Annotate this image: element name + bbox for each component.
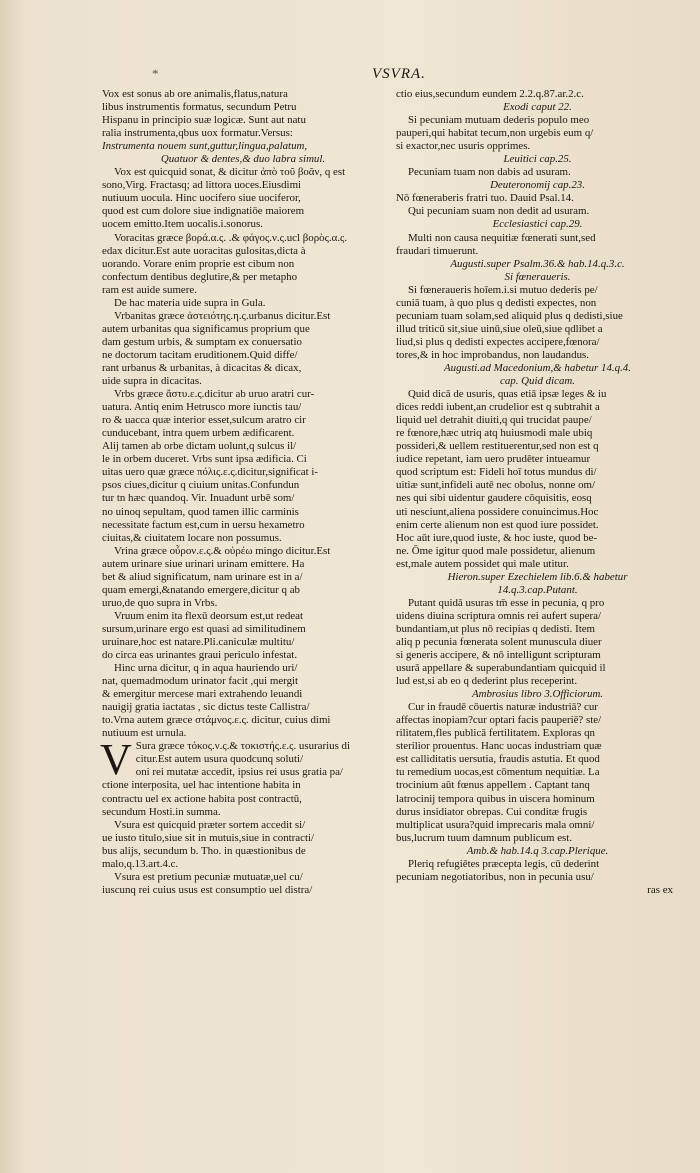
margin-mark: *: [152, 66, 159, 81]
text-line: Hoc aūt iure,quod iuste, & hoc iuste, quod be-: [396, 531, 598, 544]
text-line: le in orbem duceret. Vrbs sunt ipsa ædificia. Ci: [102, 453, 307, 466]
text-line: possideri,& uellem restituerentur,sed non est q: [396, 440, 599, 453]
text-line: uruo,de quo supra in Vrbs.: [102, 596, 218, 609]
text-line: Putant quidā usuras tm̄ esse in pecunia, q pro: [408, 596, 605, 609]
text-line: uruinare,hoc est natare.Pli.caniculæ multitu/: [102, 635, 295, 648]
text-line: est calliditatis uersutia, fraudis astutia. Et quod: [396, 753, 600, 766]
text-line: bundantiam,ut plus nō recipias q dedisti. Item: [396, 622, 596, 635]
text-line: Pecuniam tuam non dabis ad usuram.: [408, 166, 571, 179]
text-line: cuniā tuam, à quo plus q dedisti expectes, non: [396, 296, 597, 309]
section-heading: Leuitici cap.25.: [503, 153, 572, 166]
section-heading: Ambrosius libro 3.Officiorum.: [471, 688, 604, 701]
text-line: bus,lucrum tuum damnum publicum est.: [396, 831, 573, 844]
text-line: uocem emitto.Item uocalis.i.sonorus.: [102, 218, 263, 231]
text-line: quam emergi,&natando emergere,dicitur q ab: [102, 583, 300, 596]
text-line: pauperi,qui habitat tecum,non urgebis eum q/: [396, 127, 594, 140]
text-line: nutiuum uocula. Hinc uocifero siue uociferor,: [102, 192, 301, 205]
text-line: necessitate factum est,cum in uersu hexametro: [102, 518, 305, 531]
text-line: dam gestum urbis, & sumptam ex conuersatio: [102, 335, 302, 348]
text-line: uitas uero quæ græce πόλις.ε.ς.dicitur,significat i-: [102, 466, 318, 479]
text-line: uide supra in dicacitas.: [102, 375, 202, 388]
text-line: bet & aliud significatum, nam urinare est in a/: [102, 570, 303, 583]
text-line: oni rei mutatæ accedit, ipsius rei usus gratia pa/: [135, 766, 343, 779]
text-line: affectas inopiam?cur optari facis pauperiē? ste/: [396, 714, 602, 727]
text-line: malo,q.13.art.4.c.: [102, 857, 179, 870]
text-line: Multi non causa nequitiæ fœnerati sunt,sed: [408, 231, 596, 244]
text-line: est,male autem possidet qui male utitur.: [396, 557, 569, 570]
text-line: Nō fœneraberis fratri tuo. Dauid Psal.14.: [396, 192, 574, 205]
text-line: enim certe alienum non est quod iure possidet.: [396, 518, 599, 531]
text-line: uidens diuina scriptura omnis rei aufert supera/: [396, 609, 602, 622]
text-line: Quid dicā de usuris, quas etiā ipsæ leges & iu: [408, 388, 607, 401]
text-line: rant urbanus & urbanitas, à dicacitas & dicax,: [102, 361, 302, 374]
text-line: lud est,si ab eo q dederint plus receperint.: [396, 675, 578, 688]
catchword: ras ex: [647, 883, 673, 896]
text-line: uitiæ sunt,infideli autē nec obolus, nonne om/: [396, 479, 596, 492]
text-line: bus alijs, secundum b. Tho. in quæstionibus de: [102, 844, 306, 857]
dropcap-lines: [102, 740, 384, 766]
text-line: cunducebant, intra quem urbem ædificarent.: [102, 427, 295, 440]
text-line: latrocinij tempora quibus in uiscera hominum: [396, 792, 595, 805]
text-line: Vrbanitas græce ἀστειότης.η.ς.urbanus dicitur.Est: [114, 309, 331, 322]
text-line: Si pecuniam mutuam dederis populo meo: [408, 114, 590, 127]
text-line: edax dicitur.Est aute uoracitas gulositas,dicta à: [102, 244, 306, 257]
section-heading: Augusti.ad Macedonium,& habetur 14.q.4.: [444, 361, 631, 374]
text-line: ram est auide sumere.: [102, 283, 197, 296]
text-line: durus insidiator obrepas. Cui conditæ frugis: [396, 805, 588, 818]
right-column: [396, 88, 679, 897]
text-line: Vsura est pretium pecuniæ mutuatæ,uel cu/: [114, 870, 303, 883]
text-line: Cur in fraudē cōuertis naturæ industriā? cur: [408, 701, 598, 714]
text-line: nat, quemadmodum urinator facit ,qui mergit: [102, 675, 299, 688]
text-line: do circa eas urinantes graui periculo infestat.: [102, 649, 298, 662]
right-column-text: [396, 88, 679, 884]
usura-entry-text: [102, 766, 384, 896]
text-line: sterilior prouentus. Hanc uocas industriam quæ: [396, 740, 602, 753]
text-line: nutiuum est urnula.: [102, 727, 187, 740]
text-line: ciuitas,& ciuitatem locare non possumus.: [102, 531, 282, 544]
section-heading: Hieron.super Ezechielem lib.6.& habetur: [447, 570, 628, 583]
text-line: dices reddi iubent,an crudelior est q subtrahit a: [396, 401, 600, 414]
text-line: uatura. Antiq enim Hetrusco more iunctis tau/: [102, 401, 302, 414]
text-line: ro & uacca quæ interior esset,sulcum aratro cir: [102, 414, 306, 427]
text-line: Sura græce τόκος.ν.ς.& τοκιστής.ε.ς. usurarius di: [135, 740, 351, 753]
text-line: pecuniam tuam solam,sed aliquid plus q dedisti,siue: [396, 309, 623, 322]
text-line: liquid uel detrahit diuiti,q qui trucidat paupe/: [396, 414, 592, 427]
text-line: quod est cum dolore siue indignatiōe maiorem: [102, 205, 305, 218]
text-line: Instrumenta nouem sunt,guttur,lingua,palatum,: [102, 140, 308, 153]
text-line: tores,& in hoc improbandus, non laudandus.: [396, 348, 589, 361]
text-line: Vrbs græce ἄστυ.ε.ς.dicitur ab uruo aratri cur-: [114, 388, 315, 401]
text-line: contractu uel ex actione habita post contractū,: [102, 792, 302, 805]
text-line: sono,Virg. Fractasq; ad littora uoces.Eiusdimi: [102, 179, 302, 192]
left-column-text: [102, 88, 384, 740]
section-heading: Ecclesiastici cap.29.: [492, 218, 583, 231]
text-line: citur.Est autem usura quodcunq soluti/: [135, 753, 304, 766]
text-line: pecuniam negotiatoribus, non in pecunia usu/: [396, 870, 594, 883]
section-heading: cap. Quid dicam.: [499, 375, 575, 388]
left-column: [102, 88, 384, 897]
text-line: Voracitas græce βορά.α.ς. .& φάγος.ν.ς.ucl βορὸς.α.ς.: [114, 231, 348, 244]
text-line: Pleriq refugiētes præcepta legis, cū dederint: [408, 857, 600, 870]
text-line: Vsura est quicquid præter sortem accedit si/: [114, 818, 306, 831]
text-line: no uinoq sepultam, quod tamen illic carminis: [102, 505, 299, 518]
text-line: autem urbanitas qua significamus proprium que: [102, 322, 310, 335]
text-line: Qui pecuniam suam non dedit ad usuram.: [408, 205, 590, 218]
section-heading: Deuteronomij cap.23.: [490, 179, 585, 192]
section-heading: Amb.& hab.14.q 3.cap.Plerique.: [466, 844, 609, 857]
text-line: Vruum enim ita flexū deorsum est,ut redeat: [114, 609, 303, 622]
text-line: re fœnore,hæc utriq atq huiusmodi male ubiq: [396, 427, 593, 440]
running-head: VSVRA.: [372, 66, 426, 82]
section-heading: Augusti.super Psalm.36.& hab.14.q.3.c.: [450, 257, 625, 270]
text-line: ctio eius,secundum eundem 2.2.q.87.ar.2.c.: [396, 88, 584, 100]
text-line: uti nesciunt,aliena possidere conuincimus.Hoc: [396, 505, 599, 518]
text-line: sursum,urinare ergo est quasi ad similitudinem: [102, 622, 306, 635]
text-line: to.Vrna autem græce στάμνος.ε.ς. dicitur, cuius dimi: [102, 714, 331, 727]
text-line: Alij tamen ab orbe dictam uolunt,q sulcus il/: [102, 440, 297, 453]
text-line: Vrina græce οὖρον.ε.ς.& οὐρέω mingo dicitur.Est: [114, 544, 331, 557]
text-line: psos ciues,dicitur q ciuium unitas.Confundun: [102, 479, 300, 492]
text-line: uorando. Vorare enim proprie est cibum non: [102, 257, 295, 270]
text-line: liud,si plus q dedisti expectes accipere,fœnora/: [396, 335, 600, 348]
text-line: Vox est sonus ab ore animalis,flatus,natura: [102, 88, 288, 100]
text-line: confectum dentibus deglutire,& per metapho: [102, 270, 298, 283]
text-line: iuscunq rei cuius usus est consumptio uel distra/: [102, 883, 313, 896]
text-line: tu remedium uocas,est cōmentum nequitiæ. La: [396, 766, 600, 779]
text-line: usurā appellare & superabundantiam quicquid il: [396, 662, 606, 675]
text-line: ne. Ōme igitur quod male possidetur, alienum: [396, 544, 596, 557]
text-line: si generis accipere, & nō intelligunt scripturam: [396, 649, 601, 662]
usura-entry: [100, 735, 384, 897]
text-line: si exactor,nec usuris opprimes.: [396, 140, 531, 153]
text-line: autem urinare siue urinari urinam emittere. Ha: [102, 557, 305, 570]
text-line: Quatuor & dentes,& duo labra simul.: [160, 153, 326, 166]
text-line: ne doctorum tacitam eruditionem.Quid diffe/: [102, 348, 298, 361]
text-line: fraudari timuerunt.: [396, 244, 479, 257]
text-line: trocinium aūt fœnus appellem . Captant tanq: [396, 779, 590, 792]
section-heading: Si fœneraueris.: [504, 270, 571, 283]
text-line: quod scriptum est: Fideli hoī totus mundus di/: [396, 466, 597, 479]
text-line: multiplicat usura?quid imprecaris mala omni/: [396, 818, 595, 831]
text-line: Si fœneraueris hoīem.i.si mutuo dederis pe/: [408, 283, 598, 296]
text-line: secundum Hosti.in summa.: [102, 805, 221, 818]
text-line: & emergitur mercese mari extrahendo leuandi: [102, 688, 303, 701]
text-line: ralia instrumenta,qbus uox formatur.Versus:: [102, 127, 293, 140]
text-line: ctione interposita, uel hac intentione habita in: [102, 779, 301, 792]
text-line: rilitatem,fles publicā fertilitatem. Exploras qn: [396, 727, 595, 740]
text-line: ue iusto titulo,siue sit in mutuis,siue in contracti/: [102, 831, 315, 844]
text-line: Vox est quicquid sonat, & dicitur ἀπὸ τοῦ βοᾶν, q est: [114, 166, 346, 179]
text-line: illud triticū sit,siue uinū,siue oleū,siue qdlibet a: [396, 322, 603, 335]
text-line: nauigij gratia iactatas , sic dictus teste Callistra/: [102, 701, 310, 714]
text-line: Hinc urna dicitur, q in aqua hauriendo uri/: [114, 662, 298, 675]
section-heading: Exodi caput 22.: [503, 101, 572, 114]
text-line: nes qui sibi uidentur gaudere cōquisitis, eosq: [396, 492, 592, 505]
text-line: tur tn hæc quandoq. Vir. Inuadunt urbē som/: [102, 492, 295, 505]
text-line: iudice repetant, iam uero prudēter intueamur: [396, 453, 591, 466]
text-line: aliq p pecunia fœnerata solent munuscula diuer: [396, 635, 602, 648]
text-line: De hac materia uide supra in Gula.: [114, 296, 266, 309]
dropcap-letter: V: [100, 735, 132, 785]
text-line: libus instrumentis formatus, secundum Petru: [102, 101, 297, 114]
section-heading: 14.q.3.cap.Putant.: [497, 583, 578, 596]
text-line: Hispanu in principio suæ logicæ. Sunt aut natu: [102, 114, 306, 127]
